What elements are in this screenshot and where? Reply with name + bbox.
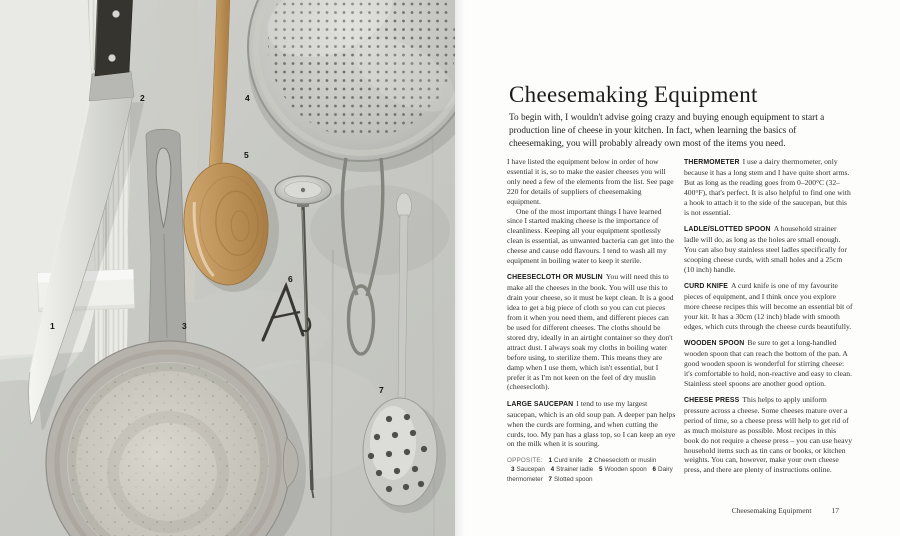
- section-body: You will need this to make all the cheeses in the book. You will use this to drain your cheese, so it must be kept clean. It is a good idea to get a big piece of cloth so you can cut pieces from it when you need them, and different pieces can be used for different cheeses. The cloths should be stored dry, ideally in an airtight container so they don't attract dust. I always soak my cloths in boiling water before using, to sterilize them. This means they are damp when I use them, which isn't essential, but I prefer it as I'm not keen on the feel of dry muslin (cheesecloth).: [507, 272, 674, 392]
- section-body: Be sure to get a long-handled wooden spoon that can reach the bottom of the pan. A good wooden spoon is wonderful for stirring cheese: it's comfortable to hold, non-reactive and easy to clean. Stainless steel spoons are another good option.: [684, 338, 852, 388]
- section-large-saucepan: [507, 399, 676, 450]
- section-heading: THERMOMETER: [684, 159, 740, 166]
- caption-item: 4 Strainer ladle: [550, 466, 594, 474]
- section-heading: CURD KNIFE: [684, 282, 728, 290]
- text-page: [455, 0, 900, 536]
- caption-item: 2 Cheesecloth or muslin: [588, 456, 657, 464]
- caption-item: 7 Slotted spoon: [548, 475, 593, 483]
- section-heading: LARGE SAUCEPAN: [507, 400, 574, 408]
- photo-label-5: 5: [244, 150, 249, 160]
- photo-label-7: 7: [379, 385, 384, 395]
- section-body: I use a dairy thermometer, only because it has a long stem and I have quite short arms. But as long as the reading goes from 0–200°C (32–400°F), that's perfect. It is also helpful to find one with a hook to attach it to the side of the saucepan, but this is not essential.: [684, 157, 851, 217]
- page-number: 17: [831, 506, 839, 515]
- section-curd-knife: [684, 281, 853, 332]
- section-body: A curd knife is one of my favourite pieces of equipment, and I think once you explore more cheese recipes this will become an essential bit of your kit. It has a 30cm (12 inch) blade with smooth edges, which cuts through the cheese curds beautifully.: [684, 280, 853, 331]
- paragraph: [507, 207, 676, 266]
- section-thermometer: [684, 157, 853, 217]
- section-body: I tend to use my largest saucepan, which is an old soup pan. A deeper pan helps when the curds are forming, and when cutting the curds, too. My pan has a glass top, so I can keep an eye on the milk when it is souring.: [507, 398, 676, 449]
- photo-label-6: 6: [288, 274, 293, 284]
- caption-item: 3 Saucepan: [511, 466, 545, 474]
- caption-label: OPPOSITE:: [507, 456, 543, 464]
- page-footer: [455, 506, 839, 515]
- page-title: Cheesemaking Equipment: [509, 82, 758, 107]
- paragraph-text: I have listed the equipment below in order of how essential it is, so to make the easier cheeses you will only need a few of the elements from the list. See page 220 for details of suppliers of cheesemaking equipment.: [507, 157, 674, 206]
- paragraph-text: One of the most important things I have learned since I started making cheese is the importance of cleanliness. Keeping all your equipment spotlessly clean is essential, as unwanted bacteria can get into the cheese and cause odd flavours. I tend to wash all my equipment in boiling water to keep it sterile.: [507, 206, 674, 266]
- section-body: A household strainer ladle will do, as long as the holes are small enough. You can also buy stainless steel ladles specifically for scooping cheese curds, with small holes and a 25cm (10 inch) handle.: [684, 223, 847, 274]
- paragraph: [507, 157, 676, 207]
- footer-chapter-title: Cheesemaking Equipment: [731, 506, 812, 515]
- right-column: [684, 157, 853, 491]
- section-heading: CHEESE PRESS: [684, 397, 740, 405]
- section-ladle-slotted-spoon: [684, 224, 853, 275]
- section-wooden-spoon: [684, 338, 853, 389]
- left-column: [507, 157, 676, 491]
- caption-item: 1 Curd knife: [548, 456, 583, 464]
- photo-label-4: 4: [245, 93, 250, 103]
- body-columns: [507, 157, 853, 491]
- caption-item: 6 Dairy thermometer: [507, 466, 673, 483]
- caption-item: 5 Wooden spoon: [599, 466, 647, 474]
- intro-paragraph: To begin with, I wouldn't advise going crazy and buying enough equipment to start a production line of cheese in your kitchen. In fact, when learning the basics of cheesemaking, you will probably already own most of the items you need.: [509, 113, 825, 149]
- section-cheesecloth: [507, 272, 676, 392]
- photo-label-1: 1: [50, 321, 55, 331]
- section-body: This helps to apply uniform pressure across a cheese. Some cheeses mature over a period of time, so a cheese press will help to get rid of as much moisture as possible. Most recipes in this book do not require a cheese press – you can use heavy household items such as tin cans or books, or kitchen weights. You can, however, make your own cheese press, and there are plenty of instructions online.: [684, 395, 853, 475]
- knife-rivet: [108, 54, 115, 61]
- photo-label-2: 2: [140, 93, 145, 103]
- section-heading: LADLE/SLOTTED SPOON: [684, 225, 771, 233]
- section-cheese-press: [684, 395, 853, 475]
- knife-rivet: [112, 10, 119, 17]
- photo-caption: [507, 456, 676, 485]
- section-heading: WOODEN SPOON: [684, 340, 745, 347]
- section-heading: CHEESECLOTH OR MUSLIN: [507, 274, 603, 282]
- photo-label-3: 3: [182, 321, 187, 331]
